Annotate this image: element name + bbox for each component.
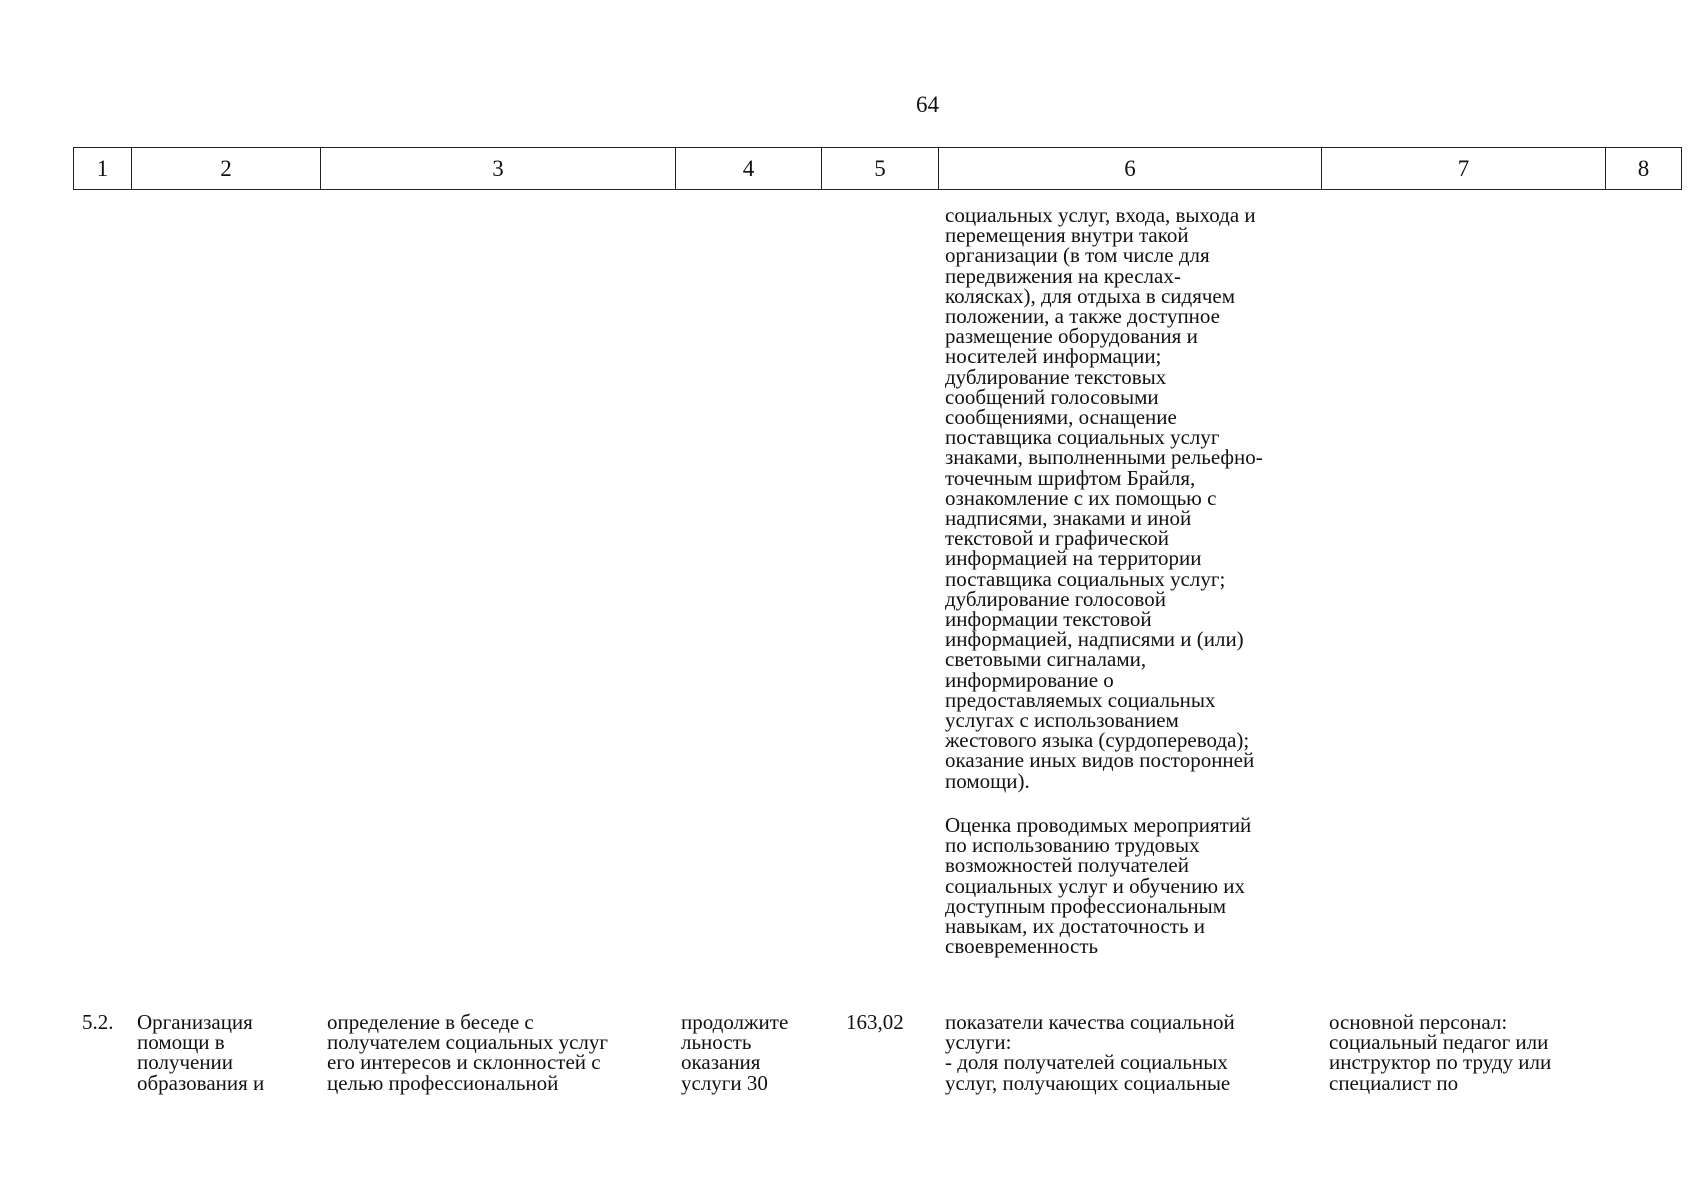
staff-requirements: основной персонал: социальный педагог или инструктор по труду или специалист по [1329, 1010, 1552, 1095]
header-cell-7: 7 [1321, 148, 1605, 189]
header-cell-2: 2 [131, 148, 320, 189]
header-cell-8: 8 [1605, 148, 1682, 189]
col6-continuation-text: социальных услуг, входа, выхода и перемещения внутри такой организации (в том числе для передвижения на креслах- колясках), для отдыха в сидячем положении, а также доступное размещение оборудования и носителей информации; дублирование текстовых сообщений голосовыми сообщениями, оснащение поставщика социальных услуг знаками, выполненными рельефно- точечным шрифтом Брайля, ознакомление с их помощью с надписями, знаками и иной текстовой и графической информацией на территории поставщика социальных услуг; дублирование голосовой информации текстовой информацией, надписями и (или) световыми сигналами, информирование о предоставляемых социальных услугах с использованием жестового языка (сурдоперевода); оказание иных видов посторонней помощи). [945, 203, 1263, 793]
header-cell-6: 6 [938, 148, 1321, 189]
service-duration: продолжите льность оказания услуги 30 [681, 1010, 789, 1095]
table-header-row [73, 147, 1682, 190]
header-cell-5: 5 [821, 148, 938, 189]
page-number: 64 [916, 92, 939, 117]
quality-indicators: показатели качества социальной услуги: - доля получателей социальных услуг, получающих социальные [945, 1010, 1235, 1095]
header-cell-1: 1 [73, 148, 131, 189]
col6-assessment-text: Оценка проводимых мероприятий по использованию трудовых возможностей получателей социальных услуг и обучению их доступным профессиональным навыкам, их достаточность и своевременность [945, 813, 1252, 959]
header-cell-4: 4 [675, 148, 821, 189]
service-tariff: 163,02 [846, 1010, 904, 1034]
header-cell-3: 3 [320, 148, 675, 189]
row-number: 5.2. [82, 1010, 114, 1034]
service-description: определение в беседе с получателем социальных услуг его интересов и склонностей с целью профессиональной [327, 1010, 608, 1095]
service-name: Организация помощи в получении образования и [137, 1010, 265, 1095]
